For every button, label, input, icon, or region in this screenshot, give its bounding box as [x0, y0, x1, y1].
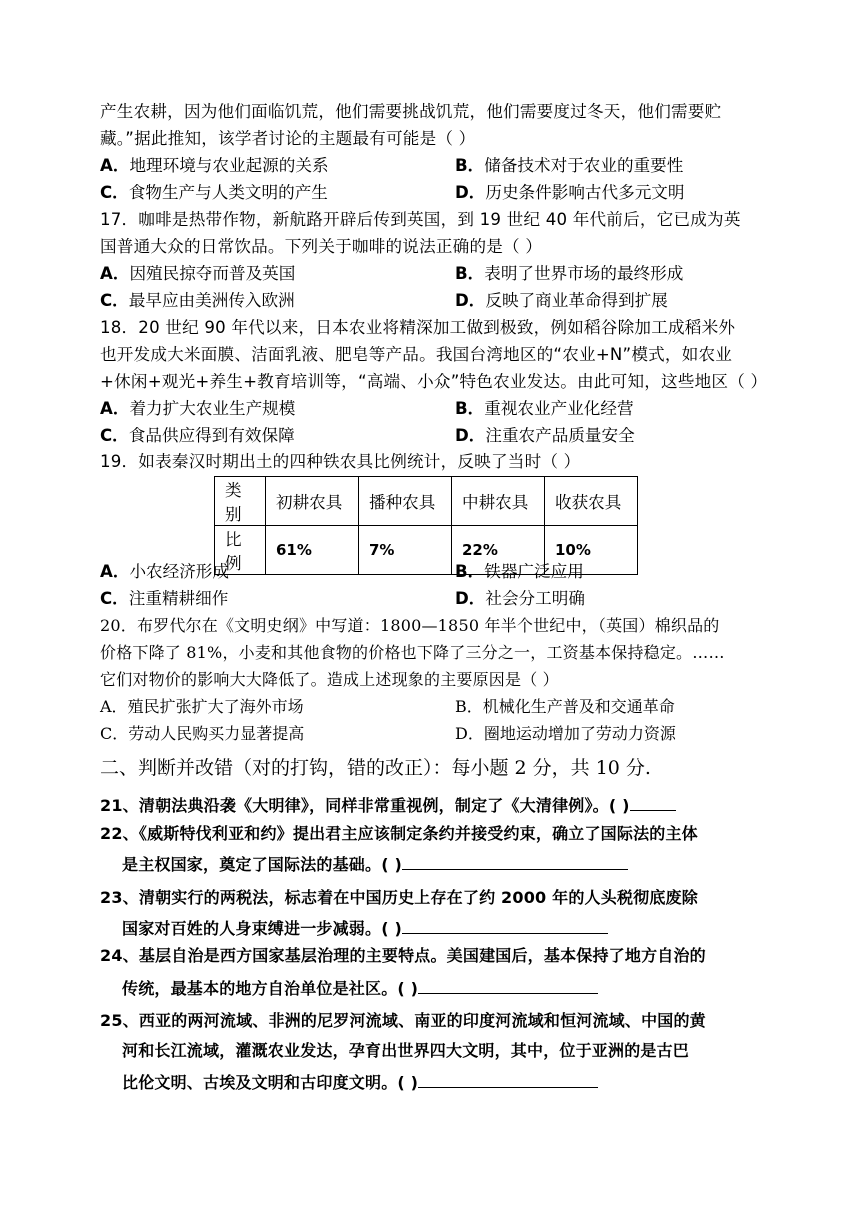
table-cell: 61% — [266, 526, 359, 575]
q20-option-d[interactable]: D．圈地运动增加了劳动力资源 — [455, 724, 676, 743]
q20-option-c[interactable]: C．劳动人民购买力显著提高 — [100, 724, 305, 743]
section-2-title: 二、判断并改错（对的打钩，错的改正）：每小题 2 分，共 10 分. — [100, 757, 651, 779]
q20-stem-line1: 20．布罗代尔在《文明史纲》中写道：1800—1850 年半个世纪中，（英国）棉织品的 — [100, 616, 720, 635]
table-cell: 7% — [359, 526, 452, 575]
q22-answer-blank[interactable] — [402, 853, 628, 870]
table-cell: 初耕农具 — [266, 477, 359, 526]
table-cell: 播种农具 — [359, 477, 452, 526]
q24-line2: 传统，最基本的地方自治单位是社区。( ) — [122, 977, 598, 1000]
q18-stem-line1: 18．20 世纪 90 年代以来，日本农业将精深加工做到极致，例如稻谷除加工成稻米外 — [100, 318, 736, 337]
q20-stem-line2: 价格下降了 81%，小麦和其他食物的价格也下降了三分之一，工资基本保持稳定。…… — [100, 643, 725, 662]
q16-option-c[interactable]: C．食物生产与人类文明的产生 — [100, 183, 328, 202]
q17-stem-line2: 国普通大众的日常饮品。下列关于咖啡的说法正确的是（ ） — [100, 237, 543, 256]
q21-line: 21、清朝法典沿袭《大明律》，同样非常重视例，制定了《大清律例》。( ) — [100, 794, 676, 817]
q19-option-d[interactable]: D．社会分工明确 — [455, 589, 585, 608]
q20-option-b[interactable]: B．机械化生产普及和交通革命 — [455, 697, 675, 716]
q18-option-a[interactable]: A．着力扩大农业生产规模 — [100, 399, 296, 418]
q19-stem: 19．如表秦汉时期出土的四种铁农具比例统计，反映了当时（ ） — [100, 452, 581, 471]
q18-option-c[interactable]: C．食品供应得到有效保障 — [100, 426, 295, 445]
q17-option-b[interactable]: B．表明了世界市场的最终形成 — [455, 264, 684, 283]
q19-option-c[interactable]: C．注重精耕细作 — [100, 589, 229, 608]
q18-option-d[interactable]: D．注重农产品质量安全 — [455, 426, 635, 445]
q17-option-c[interactable]: C．最早应由美洲传入欧洲 — [100, 291, 295, 310]
q21-answer-blank[interactable] — [630, 794, 676, 811]
q18-option-b[interactable]: B．重视农业产业化经营 — [455, 399, 634, 418]
q19-option-a[interactable]: A．小农经济形成 — [100, 562, 229, 581]
q20-stem-line3: 它们对物价的影响大大降低了。造成上述现象的主要原因是（ ） — [100, 670, 559, 689]
q20-option-a[interactable]: A．殖民扩张扩大了海外市场 — [100, 697, 304, 716]
table-cell: 10% — [545, 526, 638, 575]
q17-option-a[interactable]: A．因殖民掠夺而普及英国 — [100, 264, 296, 283]
q17-option-d[interactable]: D．反映了商业革命得到扩展 — [455, 291, 668, 310]
q16-stem-line1: 产生农耕，因为他们面临饥荒，他们需要挑战饥荒，他们需要度过冬天，他们需要贮 — [100, 102, 722, 121]
table-cell: 比例 — [215, 526, 266, 575]
table-cell: 收获农具 — [545, 477, 638, 526]
q25-line3: 比伦文明、古埃及文明和古印度文明。( ) — [122, 1071, 598, 1094]
q16-option-b[interactable]: B．储备技术对于农业的重要性 — [455, 156, 684, 175]
q16-option-a[interactable]: A．地理环境与农业起源的关系 — [100, 156, 329, 175]
q25-answer-blank[interactable] — [418, 1071, 598, 1088]
table-cell: 中耕农具 — [452, 477, 545, 526]
table-cell: 类别 — [215, 477, 266, 526]
q17-stem-line1: 17．咖啡是热带作物，新航路开辟后传到英国，到 19 世纪 40 年代前后，它已成为英 — [100, 210, 741, 229]
q19-option-b[interactable]: B．铁器广泛应用 — [455, 562, 584, 581]
q22-line1: 22、《威斯特伐利亚和约》提出君主应该制定条约并接受约束，确立了国际法的主体 — [100, 824, 698, 843]
q23-line2: 国家对百姓的人身束缚进一步减弱。( ) — [122, 917, 608, 940]
q24-line1: 24、基层自治是西方国家基层治理的主要特点。美国建国后，基本保持了地方自治的 — [100, 946, 706, 965]
table-cell: 22% — [452, 526, 545, 575]
q16-stem-line2: 藏。”据此推知，该学者讨论的主题最有可能是（ ） — [100, 129, 476, 148]
q25-line1: 25、西亚的两河流域、非洲的尼罗河流域、南亚的印度河流域和恒河流域、中国的黄 — [100, 1011, 706, 1030]
table-header-row — [215, 477, 638, 526]
q25-line2: 河和长江流域，灌溉农业发达，孕育出世界四大文明，其中，位于亚洲的是古巴 — [122, 1041, 690, 1060]
q16-option-d[interactable]: D．历史条件影响古代多元文明 — [455, 183, 685, 202]
q23-line1: 23、清朝实行的两税法，标志着在中国历史上存在了约 2000 年的人头税彻底废除 — [100, 888, 698, 907]
q18-stem-line2: 也开发成大米面膜、洁面乳液、肥皂等产品。我国台湾地区的“农业+N”模式，如农业 — [100, 345, 733, 364]
q24-answer-blank[interactable] — [418, 977, 598, 994]
q23-answer-blank[interactable] — [402, 917, 608, 934]
q18-stem-line3: +休闲+观光+养生+教育培训等，“高端、小众”特色农业发达。由此可知，这些地区（ ） — [100, 372, 768, 391]
q22-line2: 是主权国家，奠定了国际法的基础。( ) — [122, 853, 628, 876]
